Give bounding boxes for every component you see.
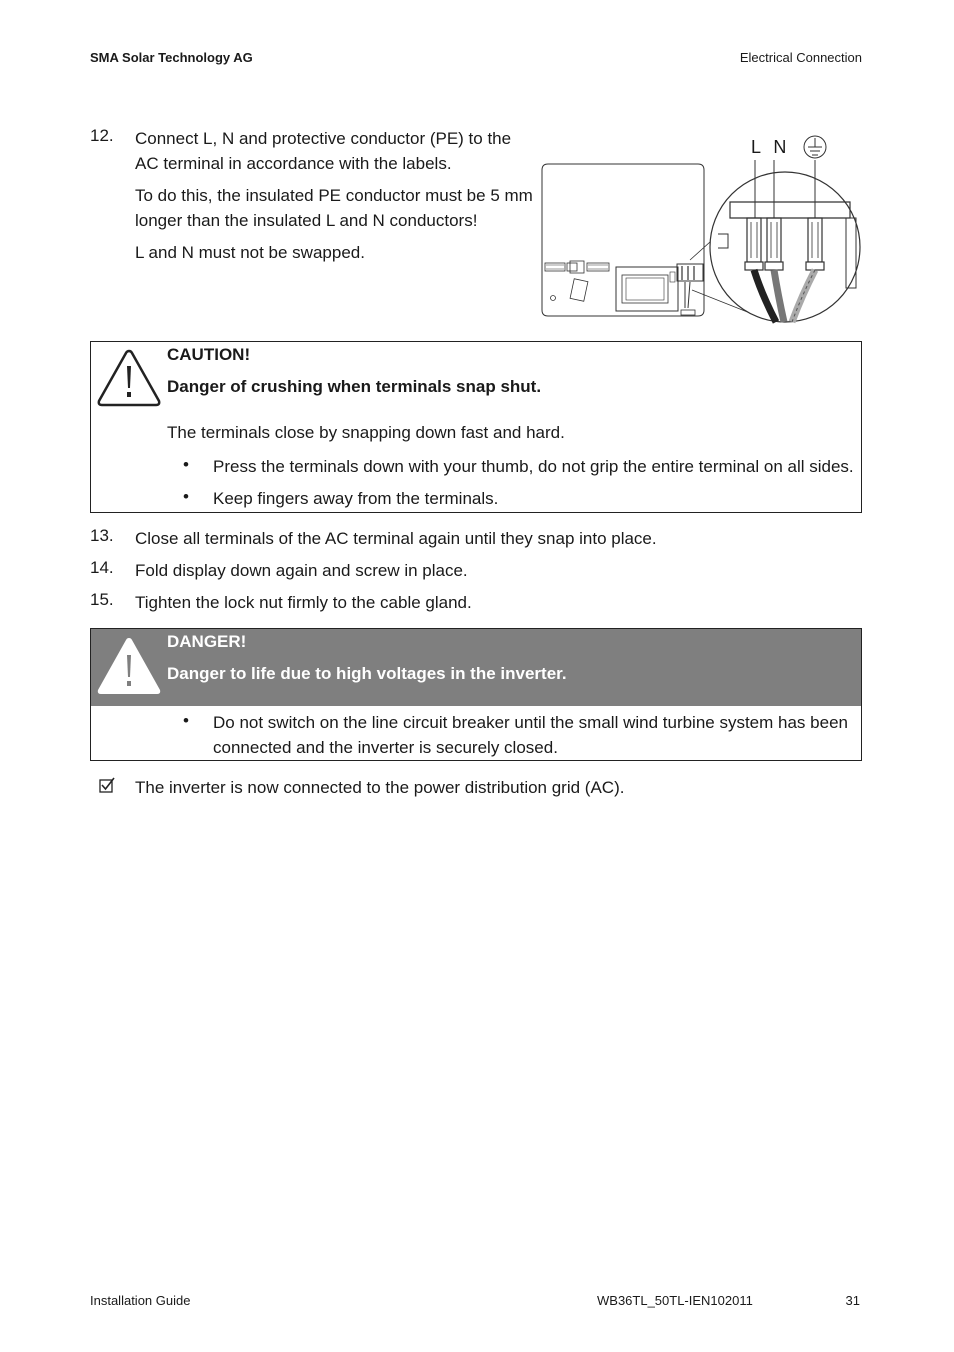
ac-terminal-figure — [540, 130, 865, 330]
danger-box — [90, 628, 862, 761]
checked-box-icon — [99, 777, 115, 798]
footer-doc-id: WB36TL_50TL-IEN102011 — [597, 1293, 753, 1308]
caution-box — [90, 341, 862, 513]
step-line: To do this, the insulated PE conductor must be 5 mm — [135, 186, 533, 205]
step-line: longer than the insulated L and N conductors! — [135, 211, 478, 230]
step-text: Close all terminals of the AC terminal again until they snap into place. — [135, 529, 657, 548]
caution-bullet: Keep fingers away from the terminals. — [213, 489, 499, 508]
result-text: The inverter is now connected to the power distribution grid (AC). — [135, 778, 625, 797]
caution-subtitle: Danger of crushing when terminals snap shut. — [167, 377, 542, 396]
caution-bullet: Press the terminals down with your thumb, do not grip the entire terminal on all sides. — [213, 457, 854, 476]
danger-title: DANGER! — [167, 632, 247, 651]
step-line: Connect L, N and protective conductor (PE) to the — [135, 129, 512, 148]
danger-bullet-line: connected and the inverter is securely closed. — [213, 738, 558, 757]
bullet-icon: • — [183, 455, 189, 474]
header-company: SMA Solar Technology AG — [90, 50, 253, 65]
caution-title: CAUTION! — [167, 345, 251, 364]
warning-triangle-icon — [96, 348, 162, 413]
bullet-icon: • — [183, 487, 189, 506]
figure-label-ln: L N — [751, 137, 791, 157]
step-line: AC terminal in accordance with the labels. — [135, 154, 452, 173]
danger-bullet-line: Do not switch on the line circuit breaker until the small wind turbine system has been — [213, 713, 848, 732]
step-text: Fold display down again and screw in place. — [135, 561, 468, 580]
step-number: 14. — [90, 558, 114, 577]
step-number: 13. — [90, 526, 114, 545]
bullet-icon: • — [183, 711, 189, 730]
warning-triangle-icon — [96, 635, 162, 702]
step-line: L and N must not be swapped. — [135, 243, 365, 262]
caution-intro: The terminals close by snapping down fast and hard. — [167, 423, 565, 442]
page-number: 31 — [845, 1293, 860, 1308]
footer-guide: Installation Guide — [90, 1293, 191, 1308]
header-section: Electrical Connection — [739, 50, 862, 65]
step-number: 15. — [90, 590, 114, 609]
step-text: Tighten the lock nut firmly to the cable gland. — [135, 593, 472, 612]
danger-subtitle: Danger to life due to high voltages in the inverter. — [167, 664, 567, 683]
step-number: 12. — [90, 126, 114, 145]
